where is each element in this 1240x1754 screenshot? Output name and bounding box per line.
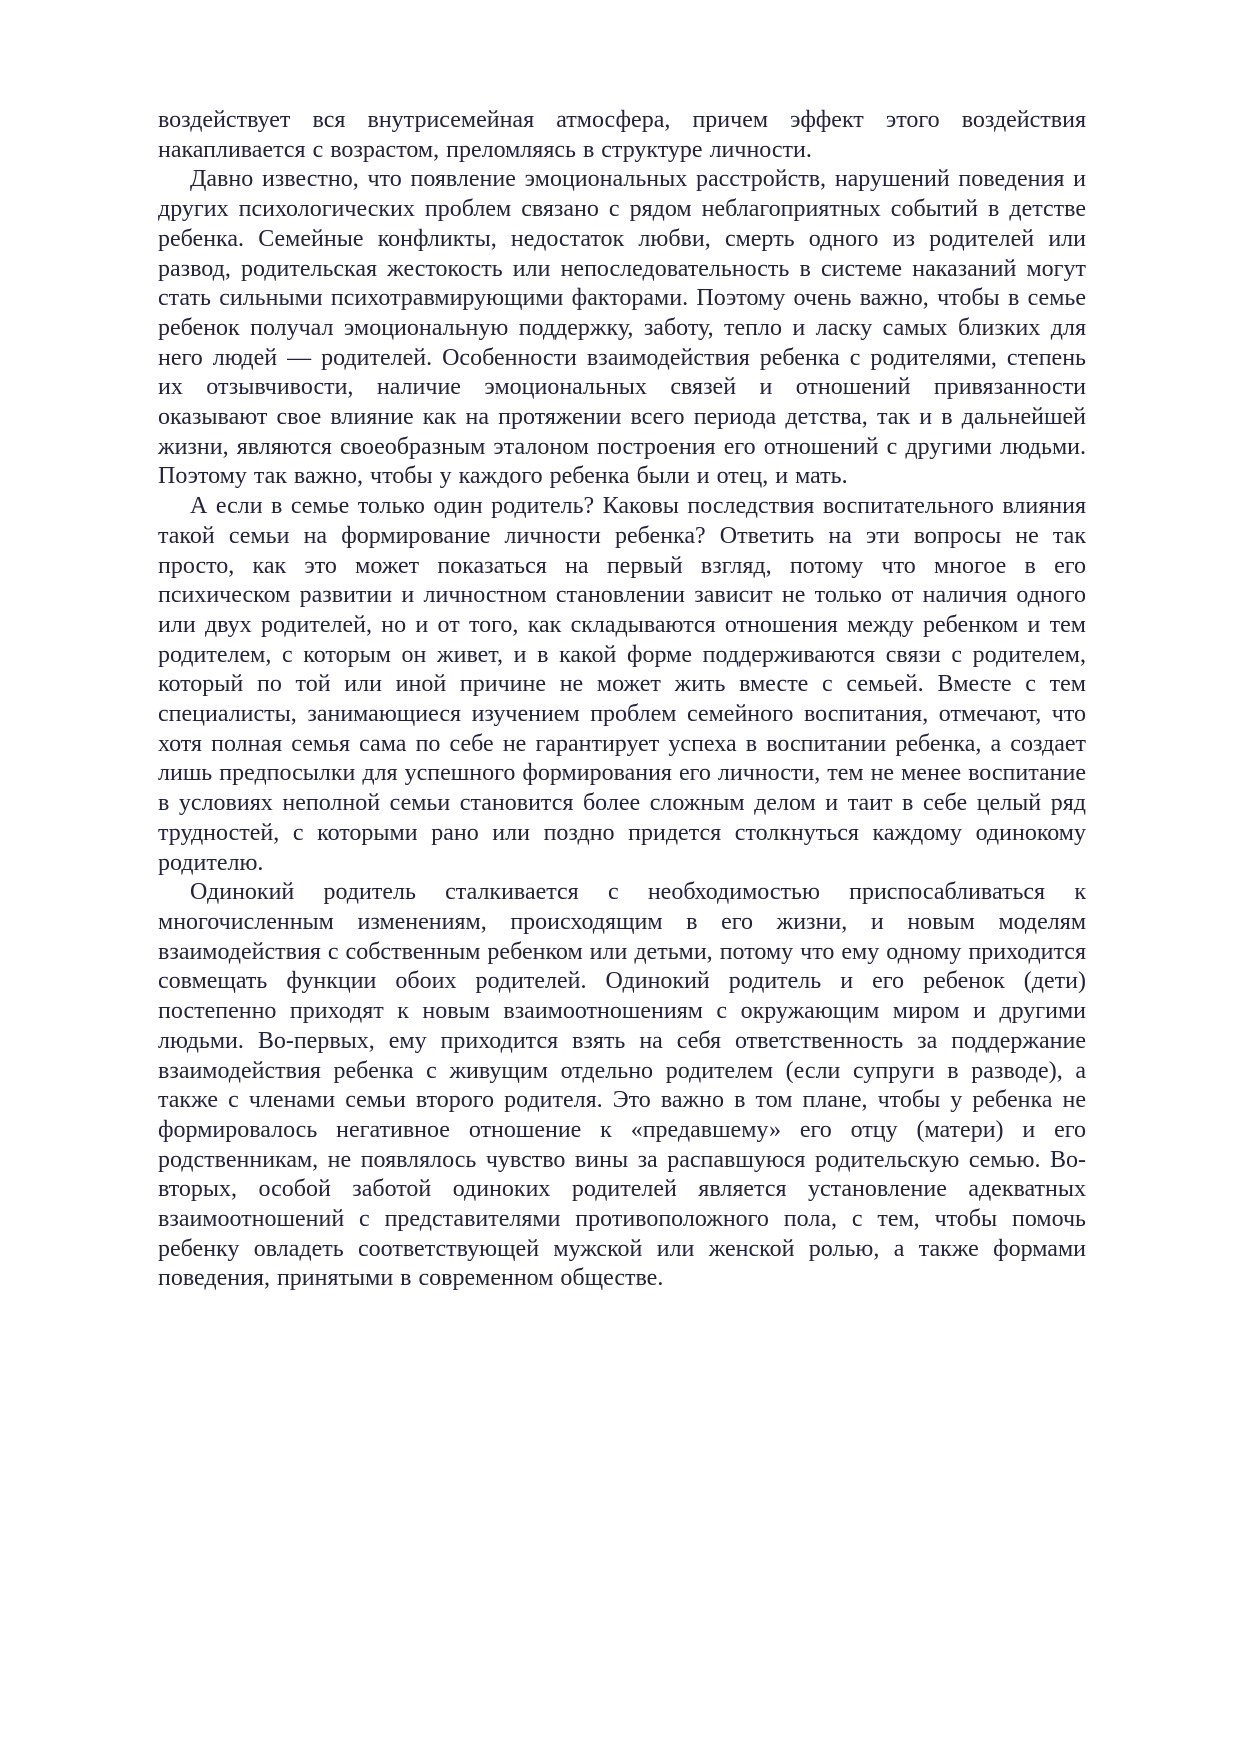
paragraph: Давно известно, что появление эмоциональных расстройств, нарушений поведения и других психологических проблем связано с рядом неблагоприятных событий в детстве ребенка. Семейные конфликты, недостаток любви, смерть одного из родителей или развод, родительская жестокость или непоследовательность в системе наказаний могут стать сильными психотравмирующими факторами. Поэтому очень важно, чтобы в семье ребенок получал эмоциональную поддержку, заботу, тепло и ласку самых близких для него людей — родителей. Особенности взаимодействия ребенка с родителями, степень их отзывчивости, наличие эмоциональных связей и отношений привязанности оказывают свое влияние как на протяжении всего периода детства, так и в дальнейшей жизни, являются своеобразным эталоном построения его отношений с другими людьми. Поэтому так важно, чтобы у каждого ребенка были и отец, и мать. bbox=[158, 166, 1086, 490]
paragraph: Одинокий родитель сталкивается с необходимостью приспосабливаться к многочисленным изменениям, происходящим в его жизни, и новым моделям взаимодействия с собственным ребенком или детьми, потому что ему одному приходится совмещать функции обоих родителей. Одинокий родитель и его ребенок (дети) постепенно приходят к новым взаимоотношениям с окружающим миром и другими людьми. Во-первых, ему приходится взять на себя ответственность за поддержание взаимодействия ребенка с живущим отдельно родителем (если супруги в разводе), а также с членами семьи второго родителя. Это важно в том плане, чтобы у ребенка не формировалось негативное отношение к «предавшему» его отцу (матери) и его родственникам, не появлялось чувство вины за распавшуюся родительскую семью. Во-вторых, особой заботой одиноких родителей является установление адекватных взаимоотношений с представителями противоположного пола, с тем, чтобы помочь ребенку овладеть соответствующей мужской или женской ролью, а также формами поведения, принятыми в современном обществе. bbox=[158, 879, 1086, 1292]
paragraph-continuation: воздействует вся внутрисемейная атмосфера, причем эффект этого воздействия накапливается с возрастом, преломляясь в структуре личности. bbox=[158, 107, 1086, 163]
paragraph: А если в семье только один родитель? Каковы последствия воспитательного влияния такой семьи на формирование личности ребенка? Ответить на эти вопросы не так просто, как это может показаться на первый взгляд, потому что многое в его психическом развитии и личностном становлении зависит не только от наличия одного или двух родителей, но и от того, как складываются отношения между ребенком и тем родителем, с которым он живет, и в какой форме поддерживаются связи с родителем, который по той или иной причине не может жить вместе с семьей. Вместе с тем специалисты, занимающиеся изучением проблем семейного воспитания, отмечают, что хотя полная семья сама по себе не гарантирует успеха в воспитании ребенка, а создает лишь предпосылки для успешного формирования его личности, тем не менее воспитание в условиях неполной семьи становится более сложным делом и таит в себе целый ряд трудностей, с которыми рано или поздно придется столкнуться каждому одинокому родителю. bbox=[158, 493, 1086, 876]
